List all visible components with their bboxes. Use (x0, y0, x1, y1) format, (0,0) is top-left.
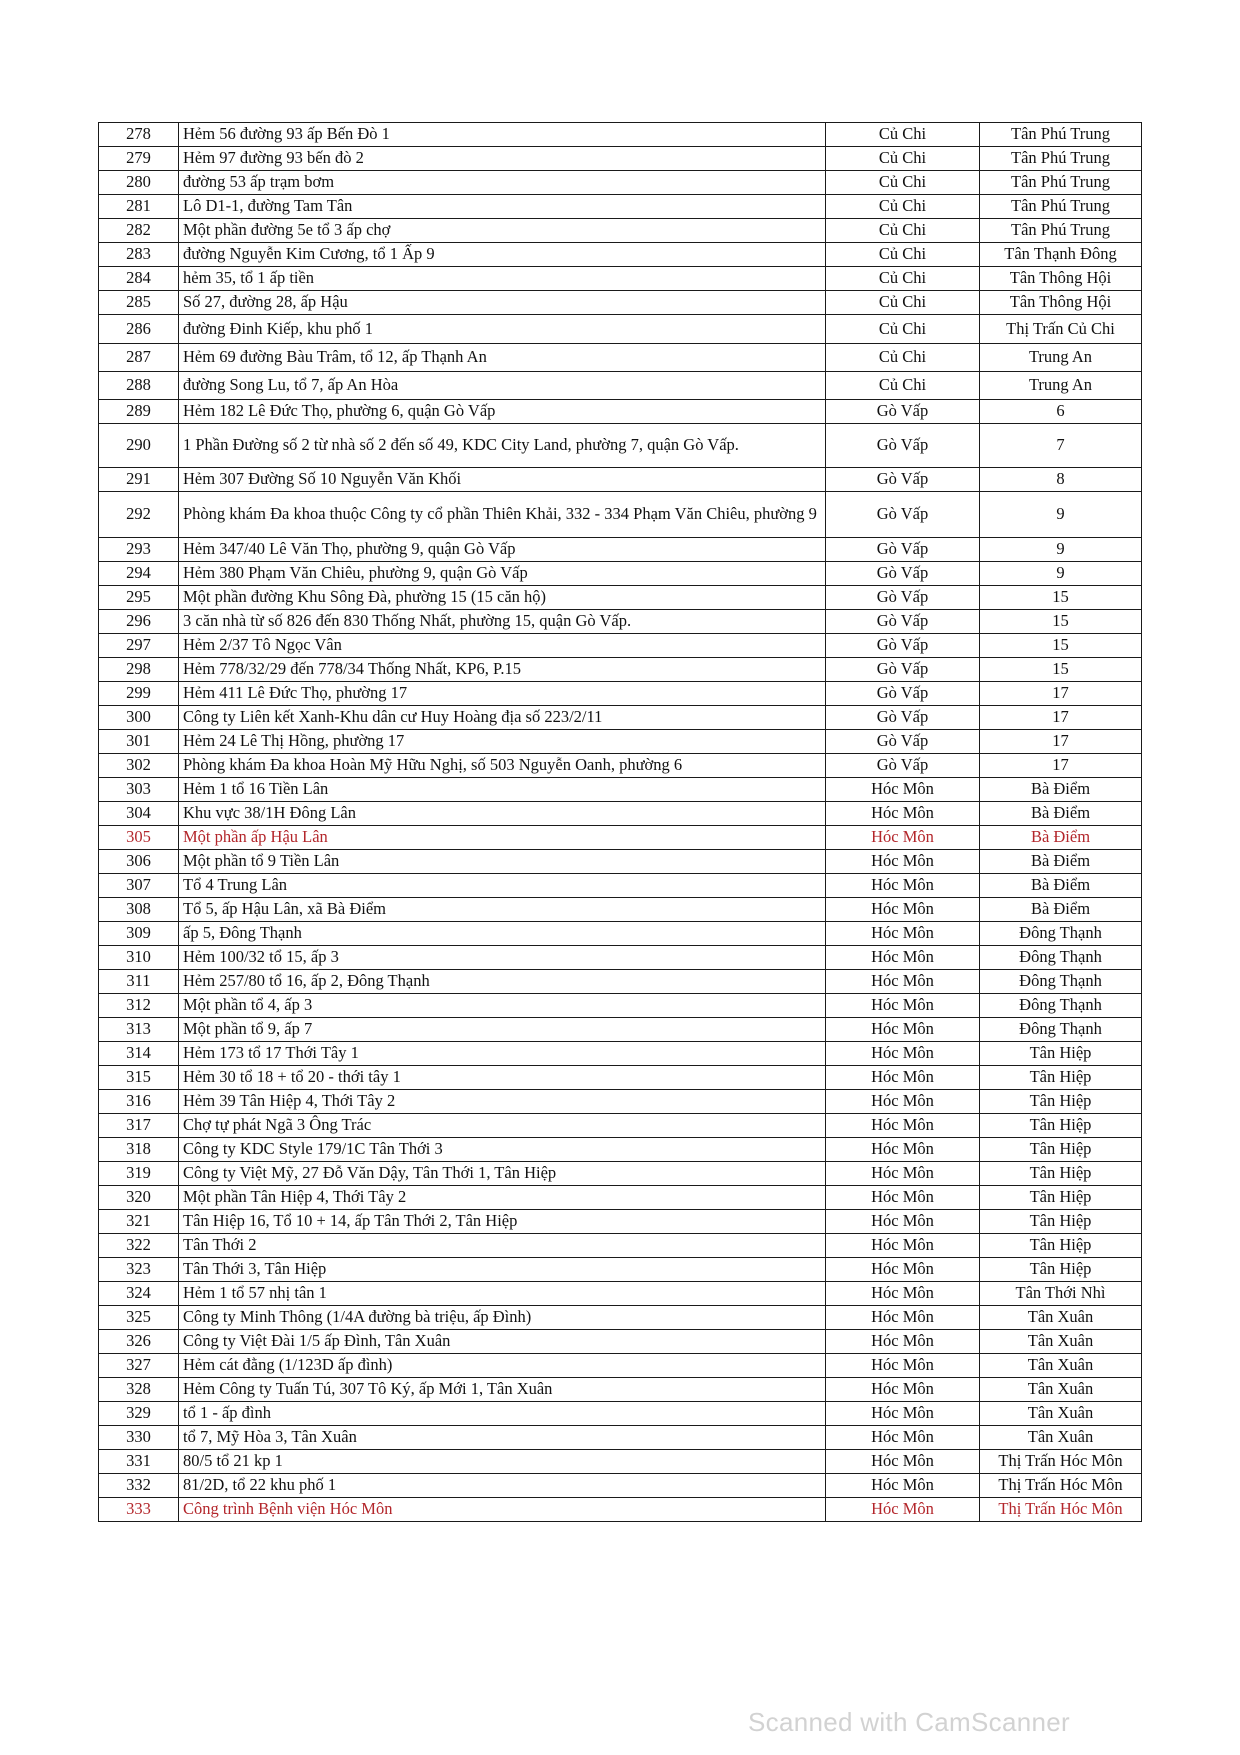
district-cell: Hóc Môn (826, 1162, 980, 1186)
district-cell: Hóc Môn (826, 1186, 980, 1210)
table-row (99, 682, 1142, 706)
address-cell: Hẻm 1 tổ 16 Tiền Lân (179, 778, 826, 802)
ward-cell: 15 (980, 586, 1142, 610)
district-cell: Hóc Môn (826, 802, 980, 826)
row-number-cell: 316 (99, 1090, 179, 1114)
address-cell: Hẻm 2/37 Tô Ngọc Vân (179, 634, 826, 658)
table-row (99, 492, 1142, 538)
table-row (99, 123, 1142, 147)
address-cell: Hẻm 411 Lê Đức Thọ, phường 17 (179, 682, 826, 706)
ward-cell: Tân Xuân (980, 1402, 1142, 1426)
address-cell: Một phần tổ 4, ấp 3 (179, 994, 826, 1018)
row-number-cell: 301 (99, 730, 179, 754)
address-cell: Hẻm 30 tổ 18 + tổ 20 - thới tây 1 (179, 1066, 826, 1090)
ward-cell: 8 (980, 468, 1142, 492)
district-cell: Củ Chi (826, 372, 980, 400)
address-cell: 3 căn nhà từ số 826 đến 830 Thống Nhất, phường 15, quận Gò Vấp. (179, 610, 826, 634)
ward-cell: Bà Điểm (980, 826, 1142, 850)
row-number-cell: 280 (99, 171, 179, 195)
row-number-cell: 310 (99, 946, 179, 970)
address-cell: đường Song Lu, tổ 7, ấp An Hòa (179, 372, 826, 400)
table-row (99, 1450, 1142, 1474)
district-cell: Hóc Môn (826, 922, 980, 946)
district-cell: Củ Chi (826, 195, 980, 219)
row-number-cell: 312 (99, 994, 179, 1018)
district-cell: Củ Chi (826, 171, 980, 195)
row-number-cell: 323 (99, 1258, 179, 1282)
ward-cell: Đông Thạnh (980, 922, 1142, 946)
row-number-cell: 309 (99, 922, 179, 946)
ward-cell: 15 (980, 658, 1142, 682)
ward-cell: Tân Hiệp (980, 1138, 1142, 1162)
address-cell: Hẻm 307 Đường Số 10 Nguyễn Văn Khối (179, 468, 826, 492)
address-cell: Hẻm 69 đường Bàu Trâm, tổ 12, ấp Thạnh An (179, 344, 826, 372)
address-cell: 80/5 tổ 21 kp 1 (179, 1450, 826, 1474)
table-row (99, 1426, 1142, 1450)
ward-cell: Bà Điểm (980, 802, 1142, 826)
row-number-cell: 332 (99, 1474, 179, 1498)
row-number-cell: 321 (99, 1210, 179, 1234)
district-cell: Gò Vấp (826, 682, 980, 706)
ward-cell: Bà Điểm (980, 874, 1142, 898)
ward-cell: 9 (980, 538, 1142, 562)
district-cell: Củ Chi (826, 267, 980, 291)
row-number-cell: 292 (99, 492, 179, 538)
district-cell: Hóc Môn (826, 1402, 980, 1426)
address-cell: Một phần ấp Hậu Lân (179, 826, 826, 850)
table-row (99, 468, 1142, 492)
address-cell: Số 27, đường 28, ấp Hậu (179, 291, 826, 315)
ward-cell: Bà Điểm (980, 778, 1142, 802)
table-row (99, 1402, 1142, 1426)
row-number-cell: 307 (99, 874, 179, 898)
address-cell: ấp 5, Đông Thạnh (179, 922, 826, 946)
row-number-cell: 308 (99, 898, 179, 922)
address-cell: Tân Hiệp 16, Tổ 10 + 14, ấp Tân Thới 2, Tân Hiệp (179, 1210, 826, 1234)
district-cell: Củ Chi (826, 291, 980, 315)
ward-cell: Tân Thạnh Đông (980, 243, 1142, 267)
district-cell: Củ Chi (826, 315, 980, 344)
table-row (99, 874, 1142, 898)
district-cell: Củ Chi (826, 147, 980, 171)
row-number-cell: 330 (99, 1426, 179, 1450)
ward-cell: Tân Xuân (980, 1354, 1142, 1378)
address-cell: Một phần Tân Hiệp 4, Thới Tây 2 (179, 1186, 826, 1210)
table-row (99, 538, 1142, 562)
row-number-cell: 303 (99, 778, 179, 802)
table-row (99, 372, 1142, 400)
row-number-cell: 300 (99, 706, 179, 730)
table-row (99, 634, 1142, 658)
district-cell: Gò Vấp (826, 658, 980, 682)
row-number-cell: 304 (99, 802, 179, 826)
row-number-cell: 313 (99, 1018, 179, 1042)
table-row (99, 1234, 1142, 1258)
address-cell: Hẻm 1 tổ 57 nhị tân 1 (179, 1282, 826, 1306)
district-cell: Hóc Môn (826, 1018, 980, 1042)
row-number-cell: 287 (99, 344, 179, 372)
row-number-cell: 325 (99, 1306, 179, 1330)
ward-cell: Tân Thới Nhì (980, 1282, 1142, 1306)
table-row (99, 730, 1142, 754)
ward-cell: Thị Trấn Hóc Môn (980, 1474, 1142, 1498)
table-row (99, 147, 1142, 171)
table-row (99, 344, 1142, 372)
row-number-cell: 283 (99, 243, 179, 267)
table-row (99, 826, 1142, 850)
address-cell: Phòng khám Đa khoa thuộc Công ty cổ phần Thiên Khải, 332 - 334 Phạm Văn Chiêu, phường 9 (179, 492, 826, 538)
row-number-cell: 279 (99, 147, 179, 171)
table-row (99, 970, 1142, 994)
table-row (99, 291, 1142, 315)
row-number-cell: 293 (99, 538, 179, 562)
ward-cell: Trung An (980, 372, 1142, 400)
table-row (99, 1258, 1142, 1282)
address-cell: Hẻm 257/80 tổ 16, ấp 2, Đông Thạnh (179, 970, 826, 994)
table-row (99, 778, 1142, 802)
address-cell: Hẻm 778/32/29 đến 778/34 Thống Nhất, KP6, P.15 (179, 658, 826, 682)
district-cell: Hóc Môn (826, 1354, 980, 1378)
row-number-cell: 306 (99, 850, 179, 874)
district-cell: Hóc Môn (826, 1330, 980, 1354)
district-cell: Hóc Môn (826, 1258, 980, 1282)
address-cell: Hẻm 380 Phạm Văn Chiêu, phường 9, quận Gò Vấp (179, 562, 826, 586)
address-cell: Lô D1-1, đường Tam Tân (179, 195, 826, 219)
district-cell: Gò Vấp (826, 400, 980, 424)
district-cell: Gò Vấp (826, 754, 980, 778)
district-cell: Gò Vấp (826, 492, 980, 538)
ward-cell: Trung An (980, 344, 1142, 372)
ward-cell: Thị Trấn Hóc Môn (980, 1498, 1142, 1522)
ward-cell: 17 (980, 682, 1142, 706)
row-number-cell: 331 (99, 1450, 179, 1474)
ward-cell: Đông Thạnh (980, 946, 1142, 970)
row-number-cell: 278 (99, 123, 179, 147)
row-number-cell: 327 (99, 1354, 179, 1378)
table-row (99, 946, 1142, 970)
address-cell: Hẻm 39 Tân Hiệp 4, Thới Tây 2 (179, 1090, 826, 1114)
ward-cell: Bà Điểm (980, 898, 1142, 922)
table-row (99, 219, 1142, 243)
ward-cell: Thị Trấn Hóc Môn (980, 1450, 1142, 1474)
address-cell: Tân Thới 3, Tân Hiệp (179, 1258, 826, 1282)
table-row (99, 1186, 1142, 1210)
address-cell: Một phần tổ 9 Tiền Lân (179, 850, 826, 874)
camscanner-watermark: Scanned with CamScanner (748, 1707, 1070, 1737)
district-cell: Gò Vấp (826, 468, 980, 492)
address-cell: Hẻm 100/32 tổ 15, ấp 3 (179, 946, 826, 970)
ward-cell: Tân Hiệp (980, 1162, 1142, 1186)
address-cell: tổ 1 - ấp đình (179, 1402, 826, 1426)
table-row (99, 171, 1142, 195)
row-number-cell: 291 (99, 468, 179, 492)
district-cell: Hóc Môn (826, 850, 980, 874)
row-number-cell: 318 (99, 1138, 179, 1162)
district-cell: Củ Chi (826, 344, 980, 372)
row-number-cell: 295 (99, 586, 179, 610)
table-row (99, 706, 1142, 730)
district-cell: Hóc Môn (826, 1210, 980, 1234)
district-cell: Hóc Môn (826, 826, 980, 850)
ward-cell: Bà Điểm (980, 850, 1142, 874)
district-cell: Củ Chi (826, 219, 980, 243)
table-body (99, 123, 1142, 1522)
ward-cell: Tân Hiệp (980, 1210, 1142, 1234)
address-cell: Công ty Liên kết Xanh-Khu dân cư Huy Hoàng địa số 223/2/11 (179, 706, 826, 730)
row-number-cell: 296 (99, 610, 179, 634)
address-cell: Chợ tự phát Ngã 3 Ông Trác (179, 1114, 826, 1138)
district-cell: Gò Vấp (826, 610, 980, 634)
ward-cell: Đông Thạnh (980, 970, 1142, 994)
address-cell: đường Nguyễn Kim Cương, tổ 1 Ấp 9 (179, 243, 826, 267)
ward-cell: Tân Phú Trung (980, 147, 1142, 171)
ward-cell: Tân Thông Hội (980, 291, 1142, 315)
table-row (99, 1042, 1142, 1066)
district-cell: Gò Vấp (826, 562, 980, 586)
row-number-cell: 299 (99, 682, 179, 706)
row-number-cell: 282 (99, 219, 179, 243)
ward-cell: Tân Hiệp (980, 1258, 1142, 1282)
address-cell: Một phần đường 5e tổ 3 ấp chợ (179, 219, 826, 243)
district-cell: Hóc Môn (826, 1090, 980, 1114)
ward-cell: 9 (980, 492, 1142, 538)
row-number-cell: 324 (99, 1282, 179, 1306)
address-cell: Công ty Minh Thông (1/4A đường bà triệu, ấp Đình) (179, 1306, 826, 1330)
row-number-cell: 319 (99, 1162, 179, 1186)
table-row (99, 562, 1142, 586)
ward-cell: 15 (980, 610, 1142, 634)
row-number-cell: 311 (99, 970, 179, 994)
row-number-cell: 289 (99, 400, 179, 424)
row-number-cell: 285 (99, 291, 179, 315)
table-row (99, 1114, 1142, 1138)
ward-cell: 6 (980, 400, 1142, 424)
address-cell: Một phần tổ 9, ấp 7 (179, 1018, 826, 1042)
ward-cell: Tân Hiệp (980, 1042, 1142, 1066)
table-row (99, 754, 1142, 778)
ward-cell: Tân Hiệp (980, 1114, 1142, 1138)
district-cell: Hóc Môn (826, 946, 980, 970)
table-row (99, 1210, 1142, 1234)
ward-cell: Tân Xuân (980, 1426, 1142, 1450)
ward-cell: 15 (980, 634, 1142, 658)
district-cell: Củ Chi (826, 123, 980, 147)
row-number-cell: 305 (99, 826, 179, 850)
district-cell: Hóc Môn (826, 1306, 980, 1330)
district-cell: Hóc Môn (826, 874, 980, 898)
address-cell: 81/2D, tổ 22 khu phố 1 (179, 1474, 826, 1498)
row-number-cell: 281 (99, 195, 179, 219)
table-row (99, 1162, 1142, 1186)
address-cell: Hẻm 182 Lê Đức Thọ, phường 6, quận Gò Vấp (179, 400, 826, 424)
table-row (99, 898, 1142, 922)
ward-cell: Tân Thông Hội (980, 267, 1142, 291)
table-row (99, 1018, 1142, 1042)
row-number-cell: 320 (99, 1186, 179, 1210)
table-row (99, 1066, 1142, 1090)
table-row (99, 1090, 1142, 1114)
district-cell: Gò Vấp (826, 730, 980, 754)
district-cell: Hóc Môn (826, 1114, 980, 1138)
address-cell: Hẻm 24 Lê Thị Hồng, phường 17 (179, 730, 826, 754)
ward-cell: Tân Phú Trung (980, 123, 1142, 147)
address-cell: Tổ 4 Trung Lân (179, 874, 826, 898)
address-cell: Tổ 5, ấp Hậu Lân, xã Bà Điểm (179, 898, 826, 922)
address-cell: Hẻm Công ty Tuấn Tú, 307 Tô Ký, ấp Mới 1, Tân Xuân (179, 1378, 826, 1402)
ward-cell: 17 (980, 754, 1142, 778)
district-cell: Hóc Môn (826, 1282, 980, 1306)
address-cell: đường Đinh Kiếp, khu phố 1 (179, 315, 826, 344)
district-cell: Củ Chi (826, 243, 980, 267)
district-cell: Hóc Môn (826, 1138, 980, 1162)
address-cell: Hẻm 56 đường 93 ấp Bến Đò 1 (179, 123, 826, 147)
address-cell: Công trình Bệnh viện Hóc Môn (179, 1498, 826, 1522)
row-number-cell: 302 (99, 754, 179, 778)
ward-cell: 7 (980, 424, 1142, 468)
table-row (99, 586, 1142, 610)
district-cell: Hóc Môn (826, 1042, 980, 1066)
ward-cell: Thị Trấn Củ Chi (980, 315, 1142, 344)
row-number-cell: 288 (99, 372, 179, 400)
address-cell: Một phần đường Khu Sông Đà, phường 15 (15 căn hộ) (179, 586, 826, 610)
address-cell: 1 Phần Đường số 2 từ nhà số 2 đến số 49, KDC City Land, phường 7, quận Gò Vấp. (179, 424, 826, 468)
address-cell: Hẻm 173 tổ 17 Thới Tây 1 (179, 1042, 826, 1066)
table-row (99, 1306, 1142, 1330)
ward-cell: Tân Hiệp (980, 1066, 1142, 1090)
address-cell: Công ty Việt Mỹ, 27 Đỗ Văn Dậy, Tân Thới 1, Tân Hiệp (179, 1162, 826, 1186)
district-cell: Hóc Môn (826, 1450, 980, 1474)
ward-cell: Tân Hiệp (980, 1090, 1142, 1114)
table-row (99, 850, 1142, 874)
ward-cell: Tân Hiệp (980, 1234, 1142, 1258)
district-cell: Hóc Môn (826, 1066, 980, 1090)
district-cell: Gò Vấp (826, 706, 980, 730)
district-cell: Hóc Môn (826, 1498, 980, 1522)
address-cell: Hẻm 347/40 Lê Văn Thọ, phường 9, quận Gò Vấp (179, 538, 826, 562)
ward-cell: Tân Xuân (980, 1378, 1142, 1402)
table-row (99, 658, 1142, 682)
table-row (99, 1474, 1142, 1498)
address-cell: Phòng khám Đa khoa Hoàn Mỹ Hữu Nghị, số 503 Nguyễn Oanh, phường 6 (179, 754, 826, 778)
address-cell: Công ty Việt Đài 1/5 ấp Đình, Tân Xuân (179, 1330, 826, 1354)
ward-cell: Đông Thạnh (980, 1018, 1142, 1042)
table-row (99, 267, 1142, 291)
district-cell: Hóc Môn (826, 898, 980, 922)
ward-cell: Tân Xuân (980, 1330, 1142, 1354)
row-number-cell: 294 (99, 562, 179, 586)
row-number-cell: 326 (99, 1330, 179, 1354)
address-cell: Hẻm 97 đường 93 bến đò 2 (179, 147, 826, 171)
table-row (99, 922, 1142, 946)
row-number-cell: 290 (99, 424, 179, 468)
table-row (99, 315, 1142, 344)
table-row (99, 400, 1142, 424)
district-cell: Gò Vấp (826, 424, 980, 468)
table-row (99, 1330, 1142, 1354)
row-number-cell: 329 (99, 1402, 179, 1426)
district-cell: Hóc Môn (826, 1378, 980, 1402)
district-cell: Hóc Môn (826, 970, 980, 994)
district-cell: Gò Vấp (826, 538, 980, 562)
ward-cell: 17 (980, 706, 1142, 730)
row-number-cell: 328 (99, 1378, 179, 1402)
district-cell: Hóc Môn (826, 1234, 980, 1258)
ward-cell: Tân Phú Trung (980, 219, 1142, 243)
table-row (99, 424, 1142, 468)
row-number-cell: 317 (99, 1114, 179, 1138)
table-row (99, 802, 1142, 826)
table-row (99, 243, 1142, 267)
row-number-cell: 315 (99, 1066, 179, 1090)
ward-cell: Tân Phú Trung (980, 171, 1142, 195)
ward-cell: 17 (980, 730, 1142, 754)
district-cell: Gò Vấp (826, 586, 980, 610)
ward-cell: 9 (980, 562, 1142, 586)
table-row (99, 610, 1142, 634)
address-cell: Tân Thới 2 (179, 1234, 826, 1258)
district-cell: Hóc Môn (826, 1426, 980, 1450)
row-number-cell: 297 (99, 634, 179, 658)
table-row (99, 195, 1142, 219)
address-cell: đường 53 ấp trạm bơm (179, 171, 826, 195)
address-cell: hẻm 35, tổ 1 ấp tiền (179, 267, 826, 291)
row-number-cell: 314 (99, 1042, 179, 1066)
address-cell: Khu vực 38/1H Đông Lân (179, 802, 826, 826)
row-number-cell: 333 (99, 1498, 179, 1522)
address-cell: Công ty KDC Style 179/1C Tân Thới 3 (179, 1138, 826, 1162)
ward-cell: Tân Xuân (980, 1306, 1142, 1330)
address-table (98, 122, 1142, 1522)
ward-cell: Tân Phú Trung (980, 195, 1142, 219)
address-cell: tổ 7, Mỹ Hòa 3, Tân Xuân (179, 1426, 826, 1450)
table-row (99, 1498, 1142, 1522)
row-number-cell: 286 (99, 315, 179, 344)
district-cell: Gò Vấp (826, 634, 980, 658)
table-row (99, 1282, 1142, 1306)
row-number-cell: 322 (99, 1234, 179, 1258)
row-number-cell: 298 (99, 658, 179, 682)
district-cell: Hóc Môn (826, 778, 980, 802)
address-cell: Hẻm cát đằng (1/123D ấp đình) (179, 1354, 826, 1378)
table-row (99, 994, 1142, 1018)
table-row (99, 1138, 1142, 1162)
district-cell: Hóc Môn (826, 1474, 980, 1498)
ward-cell: Đông Thạnh (980, 994, 1142, 1018)
district-cell: Hóc Môn (826, 994, 980, 1018)
table-row (99, 1378, 1142, 1402)
table-row (99, 1354, 1142, 1378)
row-number-cell: 284 (99, 267, 179, 291)
ward-cell: Tân Hiệp (980, 1186, 1142, 1210)
